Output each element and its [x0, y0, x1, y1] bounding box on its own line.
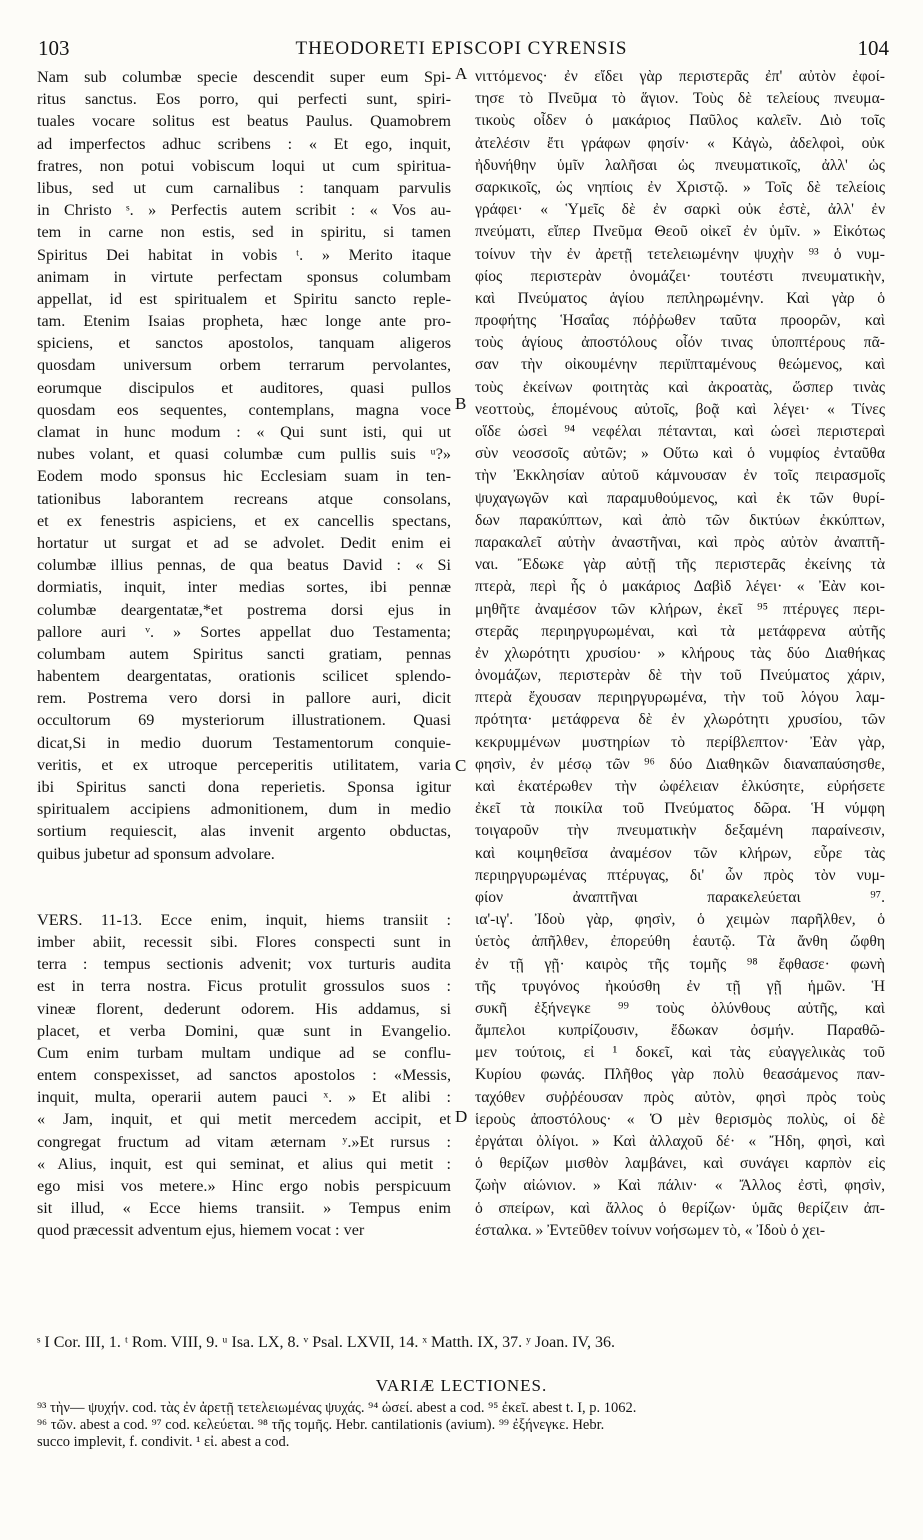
greek-line: καὶ κοιμηθεῖσα ἀναμέσον τῶν κλήρων, εὗρε τὰς — [475, 844, 885, 862]
latin-line: tam. Etenim Isaias propheta, hæc longe ante pro- — [37, 312, 451, 331]
latin-line: sortium requiescit, alas invenit argento obductas, — [37, 822, 451, 841]
latin-line: dicat,Si in medio duorum Testamentorum conquie- — [37, 733, 451, 752]
greek-line: τοὺς ἁγίους ἀποστόλους οἷόν τινας ὑποπτέρους πᾶ- — [475, 334, 885, 352]
greek-line: φίος περιστερὰν ὀνομάζει· τουτέστι πνευματικὴν, — [475, 267, 885, 285]
greek-line: σαρκικοῖς, ὡς νηπίοις ἐν Χριστῷ. » Τοῖς δὲ τελείοις — [475, 178, 885, 196]
running-title: THEODORETI EPISCOPI CYRENSIS — [295, 38, 628, 59]
greek-line: ια'-ιγ'. Ἰδοὺ γὰρ, φησὶν, ὁ χειμὼν παρῆλθεν, ὁ — [475, 911, 885, 929]
latin-line: clamat in hunc modum : « Qui sunt isti, qui ut — [37, 423, 451, 441]
greek-line: πτερὰ, περὶ ἧς ὁ μακάριος Δαβὶδ λέγει· « Ἐὰν κοι- — [475, 578, 885, 596]
greek-line: ἐν τῇ γῇ· καιρὸς τῆς τομῆς ⁹⁸ ἔφθασε· φωνὴ — [475, 955, 885, 973]
greek-line: πτερὰ ἔχουσαν περιηργυρωμένα, τὴν τοῦ λόγου λαμ- — [475, 689, 885, 707]
greek-line: τῆς τρυγόνος ἠκούσθη ἐν τῇ γῇ ἡμῶν. Ἡ — [475, 977, 885, 995]
latin-line: spiciens, et sanctos apostolos, tanquam aligeros — [37, 334, 451, 353]
greek-line: ἠδυνήθην ὑμῖν λαλῆσαι ὡς πνευματικοῖς, ἀλλ' ὡς — [475, 156, 885, 174]
latin-line: inquit, multa, operarii autem pauci ˣ. » Et alibi : — [37, 1088, 451, 1107]
greek-line: στερᾶς περιηργυρωμέναι, καὶ τὰ μετάφρενα αὐτῆς — [475, 622, 885, 640]
greek-line: μεν τούτοις, εἰ ¹ δοκεῖ, καὶ τὰς εὐαγγελικὰς τοῦ — [475, 1044, 885, 1062]
variae-line: succo implevit, f. condivit. ¹ εἰ. abest a cod. — [37, 1434, 290, 1450]
latin-paragraph-1 — [37, 66, 451, 865]
greek-line: τοὺς ἐκείνων φοιτητὰς καὶ ἀκροατὰς, ὥσπερ τινὰς — [475, 378, 885, 396]
latin-line: fratres, non potui vobiscum loqui ut cum spiritua- — [37, 156, 451, 175]
greek-line: τικοὺς οἶδεν ὁ μακάριος Παῦλος καλεῖν. Διὸ τοῖς — [475, 112, 885, 130]
greek-line: τοίνυν τὴν ἐν ἀρετῇ τετελειωμένην ψυχὴν ⁹³ ὁ νυμ- — [475, 245, 885, 263]
variae-lectiones — [37, 1400, 887, 1451]
greek-line: φίον ἀναπτῆναι παρακελεύεται ⁹⁷. — [475, 888, 885, 906]
greek-line: σαν τὴν οἰκουμένην περιϊπταμένους θεώμενος, καὶ — [475, 356, 885, 374]
greek-text — [475, 66, 885, 1242]
latin-line: tationibus laborantem recreans atque consolans, — [37, 489, 451, 508]
margin-marker-d: D — [455, 1107, 468, 1126]
latin-line: ritus sanctus. Eos porro, qui perfecti sunt, spiri- — [37, 90, 451, 109]
page-header — [26, 36, 897, 66]
greek-line: ναι. Ἔδωκε γὰρ αὐτῇ τῆς περιστερᾶς ἐκείνης τὰ — [475, 556, 885, 574]
greek-line: συκῆ ἐξήνεγκε ⁹⁹ τοὺς ὀλύνθους αὐτῆς, καὶ — [475, 999, 885, 1017]
latin-line: Cum enim turbam multam undique ad se conflu- — [37, 1043, 451, 1062]
latin-line: congregat fructum ad vitam æternam ʸ.»Et rursus : — [37, 1132, 451, 1151]
latin-line: placet, et verba Domini, quæ sunt in Evangelio. — [37, 1021, 451, 1040]
latin-line: ego misi vos metere.» Hinc ergo nobis perspicuum — [37, 1177, 451, 1195]
greek-line: τοιγαροῦν τὴν πνευματικὴν δεξαμένη παραίνεσιν, — [475, 822, 885, 840]
greek-line: Κυρίου φωνάς. Πλῆθος γὰρ πολὺ θεασάμενος παν- — [475, 1066, 885, 1084]
greek-line: ἀτελέσιν ἔτι γράφων φησίν· « Κἀγὼ, ἀδελφοὶ, οὐκ — [475, 134, 885, 152]
latin-line: dormiatis, inquit, inter medias sortes, ibi pennæ — [37, 578, 451, 597]
greek-line: ὀνομάζων, περιστερὰν δὲ τὴν τοῦ Πνεύματος χάριν, — [475, 667, 885, 685]
latin-line: occultorum 69 mysteriorum illustrationem. Quasi — [37, 711, 451, 730]
greek-line: ὁ σπείρων, καὶ ἄλλος ὁ θερίζων· ὑμᾶς θερίζειν ἀπ- — [475, 1199, 885, 1217]
greek-line: πνεύματι, εἴπερ Πνεῦμα Θεοῦ οἰκεῖ ἐν ὑμῖν. » Εἰκότως — [475, 223, 885, 241]
greek-line: μηθῆτε ἀναμέσον τῶν κλήρων, ἐκεῖ ⁹⁵ πτέρυγες περι- — [475, 600, 885, 618]
latin-line: pallore auri ᵛ. » Sortes appellat duo Testamenta; — [37, 622, 451, 641]
paragraph-gap — [37, 865, 451, 909]
latin-line: tuales vocare solitus est beatus Paulus. Quamobrem — [37, 112, 451, 131]
latin-line: est in terra nostra. Ficus protulit grossulos suos : — [37, 977, 451, 996]
latin-line: columbam autem Spiritus sancti gratiam, pennas — [37, 644, 451, 663]
greek-line: περιηργυρωμένας πτέρυγας, δι' ὧν πρὸς τὸν νυμ- — [475, 866, 885, 884]
latin-line: quosdam universum orbem terrarum pervolantes, — [37, 356, 451, 375]
greek-line: νιττόμενος· ἐν εἴδει γὰρ περιστερᾶς ἐπ' αὐτὸν ἐφοί- — [475, 68, 885, 85]
latin-line: quod præcessit adventum ejus, hiemem vocat : ver — [37, 1221, 365, 1240]
greek-line: ἱεροὺς ἀποστόλους· « Ὁ μὲν θερισμὸς πολὺς, οἱ δὲ — [475, 1110, 885, 1128]
latin-line: sit illud, « Ecce hiems transiit. » Tempus enim — [37, 1199, 451, 1218]
latin-line: animam in virtute perfectam sponsus columbam — [37, 267, 451, 286]
latin-line: ad imperfectos adhuc scribens : « Et ego, inquit, — [37, 134, 451, 153]
greek-line: ψυχαγωγῶν καὶ παραμυθούμενος, καὶ ἐκ τῶν θυρί- — [475, 489, 885, 507]
greek-line: ζωὴν αἰώνιον. » Καὶ πάλιν· « Ἄλλος ἐστὶ, φησὶν, — [475, 1177, 885, 1195]
latin-line: tem in carne non estis, sed in spiritu, si tamen — [37, 223, 451, 242]
page-number-right: 104 — [857, 36, 889, 60]
margin-marker-c: C — [455, 756, 467, 775]
greek-line: νεοττοὺς, ἑπομένους αὐτοῖς, βοᾷ καὶ λέγει· « Τίνες — [475, 400, 885, 418]
greek-line: παρακαλεῖ αὐτὴν ἀναστῆναι, καὶ πρὸς αὐτὸν ἀναπτῆ- — [475, 533, 885, 551]
latin-line: terra : tempus sectionis advenit; vox turturis audita — [37, 955, 451, 974]
latin-line: quosdam eos sequentes, contemplans, magna voce — [37, 400, 451, 419]
latin-line: quibus jubetur ad sponsum advolare. — [37, 844, 275, 863]
page-number-left: 103 — [38, 36, 70, 60]
latin-line: VERS. 11-13. Ecce enim, inquit, hiems transiit : — [37, 910, 451, 929]
greek-line: τὴν Ἐκκλησίαν αὐτοῦ κάμνουσαν ἐν τοῖς πειρασμοῖς — [475, 467, 885, 485]
greek-line: φησὶν, ἐν μέσῳ τῶν ⁹⁶ δύο Διαθηκῶν διαναπαύσησθε, — [475, 755, 885, 773]
greek-line: γράφει· « Ὑμεῖς δὲ ἐν σαρκὶ οὐκ ἐστὲ, ἀλλ' ἐν — [475, 201, 885, 219]
footnote-references: ˢ I Cor. III, 1. ᵗ Rom. VIII, 9. ᵘ Isa. LX, 8. ᵛ Psal. LXVII, 14. ˣ Matth. IX, 37. ʸ Joan. IV, 36. — [37, 1334, 616, 1351]
greek-line: έσταλκα. » Ἐντεῦθεν τοίνυν νοήσωμεν τὸ, « Ἰδοὺ ὁ χει- — [475, 1221, 826, 1239]
greek-line: ἐκεῖ τὰ ποικίλα τοῦ Πνεύματος δῶρα. Ἡ νύμφη — [475, 800, 885, 818]
greek-line: σὺν νεοσσοῖς αὐτῶν; » Οὕτω καὶ ὁ νυμφίος ἐνταῦθα — [475, 445, 885, 463]
latin-line: « Alius, inquit, est qui seminat, et alius qui metit : — [37, 1154, 451, 1173]
greek-line: οἵδε ὡσεὶ ⁹⁴ νεφέλαι πέτανται, καὶ ὡσεὶ περιστεραὶ — [475, 423, 885, 440]
latin-line: habentem deargentatas, orationis scilicet splendo- — [37, 667, 451, 686]
greek-line: ταχόθεν συῤῥέουσαν πρὸς αὐτὸν, φησὶ πρὸς τοὺς — [475, 1088, 885, 1106]
greek-line: πρότητα· μετάφρενα δὲ ἐν χλωρότητι χρυσίου, τῶν — [475, 711, 885, 729]
greek-column — [475, 66, 885, 1242]
latin-line: et ex fenestris aspiciens, et ex cancellis spectans, — [37, 511, 451, 530]
latin-line: vineæ florent, dederunt odorem. His addamus, si — [37, 999, 451, 1018]
latin-line: veritis, et ex utroque perceperitis utilitatem, varia — [37, 755, 451, 774]
latin-line: « Jam, inquit, et qui metit mercedem accipit, et — [37, 1110, 451, 1129]
greek-line: ἐργάται ὀλίγοι. » Καὶ ἀλλαχοῦ δέ· « Ἤδη, φησὶ, καὶ — [475, 1133, 885, 1150]
latin-line: columbæ deargentatæ,*et postrema dorsi ejus in — [37, 600, 451, 619]
latin-line: spiritualem accipiens admonitionem, dum in medio — [37, 800, 451, 819]
variae-line: ⁹⁶ τῶν. abest a cod. ⁹⁷ cod. κελεύεται. ⁹⁸ τῆς τομῆς. Hebr. cantilationis (avium). ⁹⁹ ἐξήνεγκε. Hebr. — [37, 1417, 605, 1433]
latin-line: columbæ illius pennas, de qua beatus David : « Si — [37, 556, 451, 575]
variae-line: ⁹³ τὴν— ψυχήν. cod. τὰς ἐν ἀρετῇ τετελειωμένας ψυχάς. ⁹⁴ ὡσεί. abest a cod. ⁹⁵ ἐκεῖ. abest t. I, p. 1062. — [37, 1400, 637, 1416]
latin-line: libus, sed ut cum carnalibus : tanquam parvulis — [37, 178, 451, 197]
greek-line: προφήτης Ἡσαΐας πόῤῥωθεν ταῦτα προορῶν, καὶ — [475, 312, 885, 330]
margin-marker-a: A — [455, 64, 468, 83]
variae-lectiones-heading: VARIÆ LECTIONES. — [375, 1376, 548, 1395]
latin-line: nubes volant, et quasi columbæ cum pullis suis ᵘ?» — [37, 445, 451, 464]
latin-line: Spiritus Dei habitat in vobis ᵗ. » Merito itaque — [37, 245, 451, 264]
greek-line: ἄμπελοι κυπρίζουσιν, ἔδωκαν ὀσμήν. Παραθῶ- — [475, 1022, 885, 1040]
latin-column — [37, 66, 451, 1242]
greek-line: καὶ Πνεύματος ἁγίου πεπληρωμένην. Καὶ γὰρ ὁ — [475, 289, 885, 307]
margin-marker-b: B — [455, 394, 467, 413]
greek-line: ὑετὸς ἀπῆλθεν, ἐπορεύθη ἑαυτῷ. Τὰ ἄνθη ὤφθη — [475, 933, 885, 951]
greek-line: καὶ ἑκατέρωθεν τὴν ὠφέλειαν ἑλκύσητε, εὑρήσετε — [475, 778, 885, 795]
greek-line: ἐν χλωρότητι χρυσίου· » κλήρους τὰς δύο Διαθήκας — [475, 644, 885, 662]
greek-line: κεκρυμμένων μυστηρίων τὸ περίβλεπτον· Ἐὰν γὰρ, — [475, 733, 885, 751]
latin-paragraph-2 — [37, 909, 451, 1242]
latin-line: rem. Postrema vero dorsi in pallore auri, dicit — [37, 689, 451, 708]
latin-line: hortatur ut surgat et ad se advolet. Dedit enim ei — [37, 533, 451, 552]
greek-line: ὁ θερίζων μισθὸν λαμβάνει, καὶ συνάγει καρπὸν εἰς — [475, 1155, 885, 1173]
latin-line: ibi Spiritus sancti dona reperietis. Sponsa igitur — [37, 778, 451, 796]
latin-line: entem conspexisset, ad sanctos apostolos : «Messis, — [37, 1066, 451, 1085]
latin-line: Eodem modo sponsus hic Ecclesiam suam in ten- — [37, 467, 451, 486]
latin-line: eorumque discipulos et auditores, quasi pullos — [37, 378, 451, 397]
latin-line: Nam sub columbæ specie descendit super eum Spi- — [37, 68, 451, 86]
latin-line: in Christo ˢ. » Perfectis autem scribit : « Vos au- — [37, 201, 451, 220]
latin-line: imber abiit, recessit sibi. Flores conspecti sunt in — [37, 932, 451, 951]
latin-line: appellat, id est spiritualem et Spiritu sancto reple- — [37, 289, 451, 308]
greek-line: δων παρακύπτων, καὶ ἀπὸ τῶν δικτύων ἐκκύπτων, — [475, 511, 885, 529]
greek-line: τησε τὸ Πνεῦμα τὸ ἅγιον. Τοὺς δὲ τελείους πνευμα- — [475, 90, 885, 108]
